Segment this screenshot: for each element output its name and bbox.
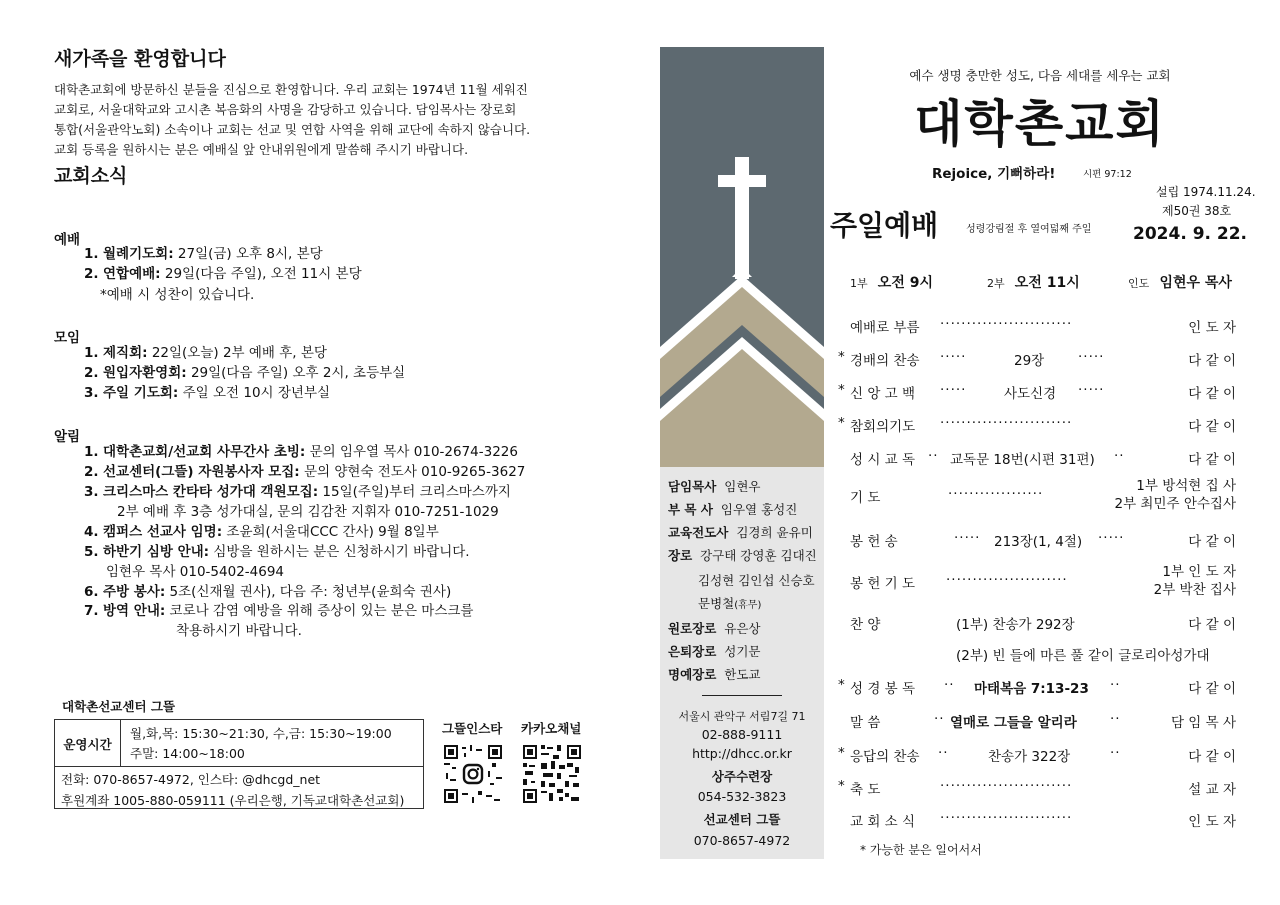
staff-name: 김성현 김인섭 신승호: [698, 573, 815, 588]
church-address: 서울시 관악구 서림7길 71: [678, 710, 806, 723]
notice-subline: 착용하시기 바랍니다.: [176, 623, 302, 639]
worship-item: 1. 월례기도회: 27일(금) 오후 8시, 본당: [84, 246, 323, 262]
qr-instagram-label: 그뜰인스타: [442, 721, 503, 736]
staff-name: 임현우: [724, 479, 761, 494]
order-row: 봉 헌 기 도 ······················· 1부 인 도 자 2부 박찬 집사: [850, 564, 1236, 598]
volume-number: 제50권 38호: [1162, 204, 1232, 218]
staff-label: 원로장로: [668, 621, 717, 636]
staff-label: 장로: [668, 548, 693, 563]
meeting-section-title: 모임: [54, 330, 81, 346]
welcome-line: 통합(서울관악노회) 소속이나 교회는 선교 및 연합 사역을 위해 교단에 속하지 않습니다.: [54, 122, 531, 137]
notice-section-title: 알림: [54, 429, 81, 445]
established-date: 설립 1974.11.24.: [1156, 185, 1256, 199]
staff-label: 담임목사: [668, 479, 717, 494]
staff-name: 김경희 윤유미: [736, 525, 813, 540]
worship-title: 주일예배: [830, 209, 939, 242]
welcome-title: 새가족을 환영합니다: [54, 48, 226, 70]
mission-center-label: 선교센터 그뜰: [703, 812, 781, 827]
theme-verse: Rejoice, 기뻐하라!: [932, 166, 1056, 182]
hours-weekend: 주말: 14:00~18:00: [130, 746, 245, 761]
staff-name: 문병철: [698, 596, 735, 611]
worship-subtitle: 성령강림절 후 열여덟째 주일: [966, 224, 1092, 235]
center-title: 대학촌선교센터 그뜰: [62, 699, 176, 714]
church-name: 대학촌교회: [914, 95, 1166, 153]
retreat-phone: 054-532-3823: [697, 789, 787, 804]
service-second: 2부 오전 11시: [987, 275, 1080, 291]
service-leader: 인도 임현우 목사: [1128, 275, 1232, 291]
qr-kakao-label: 카카오채널: [521, 721, 582, 736]
church-motto: 예수 생명 충만한 성도, 다음 세대를 세우는 교회: [909, 68, 1171, 83]
staff-label: 교육전도사: [668, 525, 729, 540]
church-phone: 02-888-9111: [701, 727, 783, 742]
meeting-item: 2. 원입자환영회: 29일(다음 주일) 오후 2시, 초등부실: [84, 365, 406, 381]
center-contact: 전화: 070-8657-4972, 인스타: @dhcgd_net: [61, 772, 321, 787]
staff-label: 명예장로: [668, 667, 717, 682]
welcome-line: 교회로, 서울대학교와 고시촌 복음화의 사명을 감당하고 있습니다. 담임목사는 장로회: [54, 102, 517, 117]
staff-label: 은퇴장로: [668, 644, 717, 659]
qr-code-kakao-icon[interactable]: [523, 745, 581, 803]
welcome-body: [54, 80, 594, 160]
service-first: 1부 오전 9시: [850, 275, 933, 291]
welcome-line: 교회 등록을 원하시는 분은 예배실 앞 안내위원에게 말씀해 주시기 바랍니다.: [54, 142, 469, 157]
notice-item: 2. 선교센터(그뜰) 자원봉사자 모집: 문의 양현숙 전도사 010-9265-3627: [84, 464, 526, 480]
staff-label: 부 목 사: [668, 502, 713, 517]
center-info-table: [54, 719, 424, 809]
notice-subline: 2부 예배 후 3층 성가대실, 문의 김감찬 지휘자 010-7251-1029: [117, 504, 499, 520]
staff-name: 임우열 홍성진: [720, 502, 798, 517]
notice-item: 7. 방역 안내: 코로나 감염 예방을 위해 증상이 있는 분은 마스크를: [84, 603, 474, 619]
mission-center-phone: 070-8657-4972: [693, 833, 791, 848]
staff-name: 강구태 강영훈 김대진: [700, 548, 817, 563]
notice-item: 5. 하반기 심방 안내: 심방을 원하시는 분은 신청하시기 바랍니다.: [84, 544, 470, 560]
standing-footnote: * 가능한 분은 일어서서: [860, 843, 982, 857]
meeting-item: 1. 제직회: 22일(오늘) 2부 예배 후, 본당: [84, 345, 327, 361]
notice-item: 6. 주방 봉사: 5조(신재월 권사), 다음 주: 청년부(윤희숙 권사): [84, 584, 452, 600]
notice-item: 3. 크리스마스 칸타타 성가대 객원모집: 15일(주일)부터 크리스마스까지: [84, 484, 511, 500]
notice-item: 4. 캠퍼스 선교사 임명: 조윤희(서울대CCC 간사) 9월 8일부: [84, 524, 439, 540]
qr-code-instagram-icon[interactable]: [444, 745, 502, 803]
news-title: 교회소식: [54, 165, 128, 187]
staff-panel: [660, 467, 824, 859]
notice-subline: 임현우 목사 010-5402-4694: [106, 564, 285, 580]
church-cross-illustration: [660, 47, 824, 467]
center-account: 후원계좌 1005-880-059111 (우리은행, 기독교대학촌선교회): [61, 793, 405, 808]
notice-item: 1. 대학촌교회/선교회 사무간사 초빙: 문의 임우열 목사 010-2674-3226: [84, 444, 518, 460]
hours-label: 운영시간: [55, 720, 121, 767]
divider: [702, 695, 782, 696]
staff-name: 성기문: [724, 644, 761, 659]
staff-name: 유은상: [724, 621, 761, 636]
order-row: 기 도 ·················· 1부 방석현 집 사 2부 최민주 안수집사: [850, 478, 1236, 512]
church-website[interactable]: http://dhcc.or.kr: [692, 746, 792, 761]
retreat-label: 상주수련장: [711, 769, 773, 784]
worship-section-title: 예배: [54, 232, 81, 248]
worship-item: 2. 연합예배: 29일(다음 주일), 오전 11시 본당: [84, 266, 362, 282]
theme-verse-ref: 시편 97:12: [1083, 169, 1132, 180]
worship-note: *예배 시 성찬이 있습니다.: [100, 287, 255, 303]
welcome-line: 대학촌교회에 방문하신 분들을 진심으로 환영합니다. 우리 교회는 1974년 11월 세워진: [54, 82, 528, 97]
staff-note: (휴무): [734, 600, 762, 611]
meeting-item: 3. 주일 기도회: 주일 오전 10시 장년부실: [84, 385, 331, 401]
hours-weekday: 월,화,목: 15:30~21:30, 수,금: 15:30~19:00: [130, 726, 392, 741]
bulletin-date: 2024. 9. 22.: [1133, 224, 1248, 244]
staff-name: 한도교: [724, 667, 761, 682]
